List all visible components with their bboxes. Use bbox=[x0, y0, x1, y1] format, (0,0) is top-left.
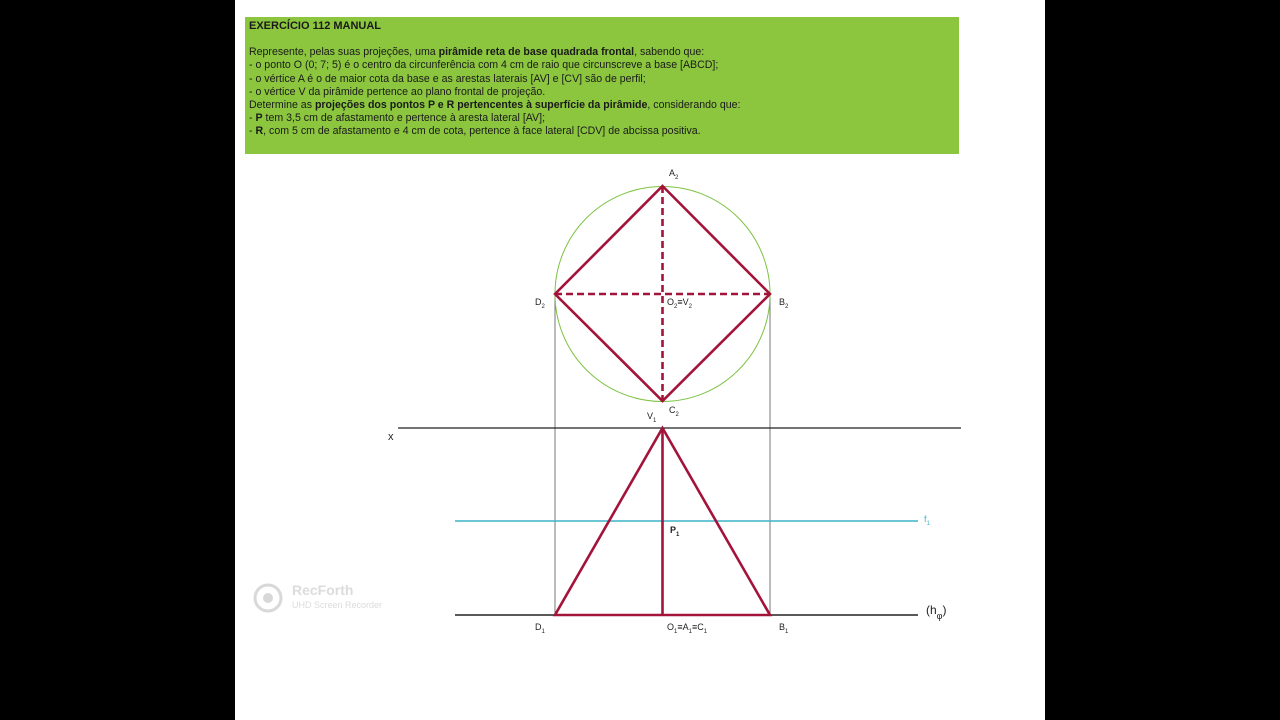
exercise-emphasis: P bbox=[255, 112, 263, 125]
label-o2-v2: $O_2\equiv V_2$ bbox=[667, 297, 692, 310]
label-c2: $C_2$ bbox=[669, 405, 679, 418]
exercise-text-segment: Determine as bbox=[249, 99, 315, 112]
label-a2: $A_2$ bbox=[669, 168, 679, 181]
watermark-name: RecForth bbox=[292, 582, 354, 598]
exercise-emphasis: pirâmide reta de base quadrada frontal bbox=[438, 46, 635, 59]
exercise-title: EXERCÍCIO 112 MANUAL bbox=[249, 20, 382, 32]
label-f1: $f_1$ bbox=[924, 514, 930, 527]
label-d2: $D_2$ bbox=[535, 297, 545, 310]
exercise-text-segment: - o vértice V da pirâmide pertence ao plano frontal de projeção. bbox=[249, 85, 546, 98]
exercise-emphasis: projeções dos pontos P e R pertencentes à superfície da pirâmide bbox=[314, 99, 648, 112]
label-v1: $V_1$ bbox=[647, 411, 657, 424]
exercise-text-segment: - bbox=[249, 125, 256, 138]
label-b2: $B_2$ bbox=[779, 297, 789, 310]
screen-recorder-watermark bbox=[252, 580, 412, 616]
exercise-emphasis: R bbox=[255, 125, 264, 138]
exercise-text-segment: , com 5 cm de afastamento e 4 cm de cota, pertence à face lateral [CDV] de abcissa positiva. bbox=[263, 125, 701, 138]
exercise-text-segment: Represente, pelas suas projeções, uma bbox=[249, 46, 439, 59]
worksheet-page bbox=[235, 0, 1045, 720]
exercise-text-segment: - bbox=[249, 112, 256, 125]
label-x-axis: x bbox=[388, 431, 394, 443]
watermark-subtitle: UHD Screen Recorder bbox=[292, 600, 383, 610]
exercise-text-segment: , considerando que: bbox=[647, 99, 741, 112]
label-d1: $D_1$ bbox=[535, 622, 545, 635]
exercise-text-segment: , sabendo que: bbox=[634, 46, 705, 59]
label-h-phi: $(h_\varphi)$ bbox=[926, 603, 947, 621]
label-b1: $B_1$ bbox=[779, 622, 789, 635]
exercise-text-segment: tem 3,5 cm de afastamento e pertence à aresta lateral [AV]; bbox=[262, 112, 546, 125]
label-o1-a1-c1: $O_1\equiv A_1\equiv C_1$ bbox=[667, 622, 708, 635]
label-p1: $P_1$ bbox=[670, 525, 680, 538]
exercise-text-segment: - o ponto O (0; 7; 5) é o centro da circunferência com 4 cm de raio que circunscreve a base [ABCD]; bbox=[249, 59, 719, 72]
recorder-logo-icon bbox=[252, 582, 284, 614]
exercise-text-segment: - o vértice A é o de maior cota da base e as arestas laterais [AV] e [CV] são de perfil; bbox=[249, 72, 646, 85]
